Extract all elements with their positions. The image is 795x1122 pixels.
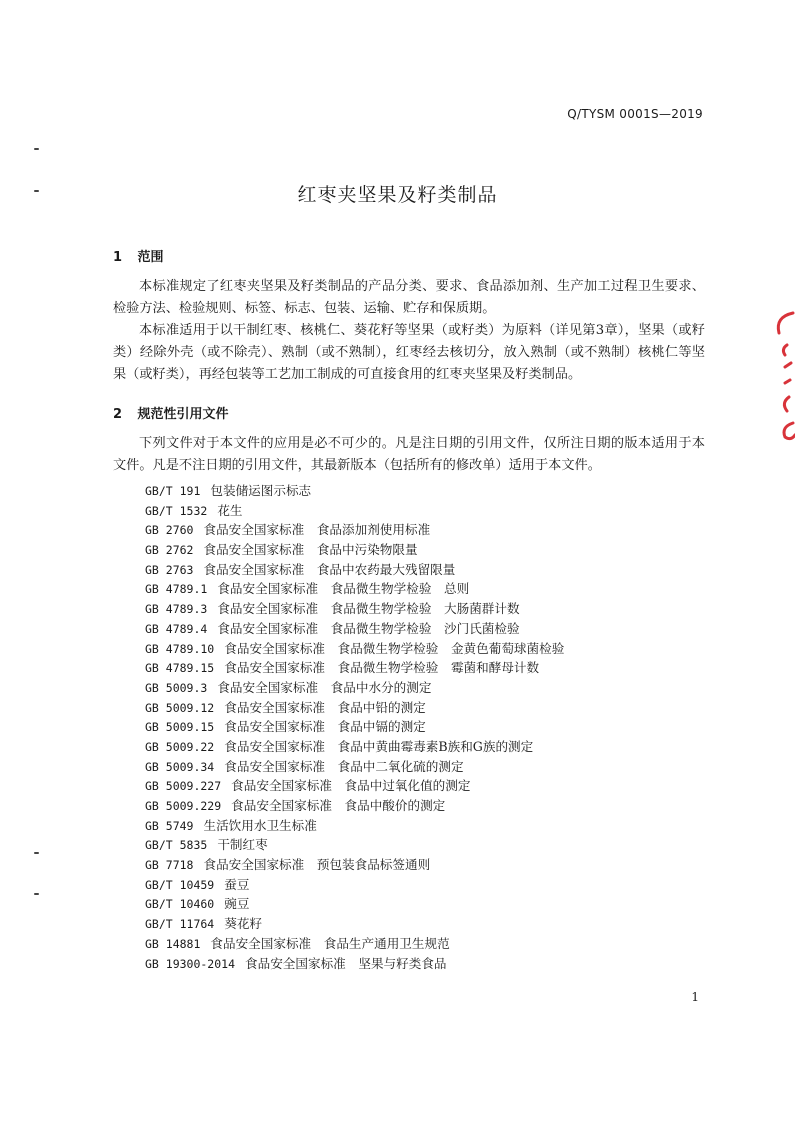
reference-title: 干制红枣	[217, 837, 268, 853]
reference-item	[145, 658, 564, 678]
reference-title: 食品安全国家标准 食品中污染物限量	[203, 542, 418, 558]
reference-code: GB/T 5835	[145, 838, 208, 853]
section-number: 2	[113, 407, 123, 422]
reference-title: 食品安全国家标准 食品中铅的测定	[224, 699, 426, 715]
reference-code: GB 5009.34	[145, 759, 215, 774]
red-seal-stamp	[765, 305, 795, 445]
reference-code: GB 5009.15	[145, 720, 215, 735]
reference-item	[145, 796, 564, 816]
reference-title: 食品安全国家标准 食品微生物学检验 金黄色葡萄球菌检验	[224, 640, 565, 656]
reference-title: 食品安全国家标准 食品中水分的测定	[217, 679, 432, 695]
reference-code: GB/T 11764	[145, 917, 215, 932]
reference-title: 食品安全国家标准 食品中二氧化硫的测定	[224, 758, 464, 774]
reference-code: GB 5009.3	[145, 680, 208, 695]
reference-title: 食品安全国家标准 食品添加剂使用标准	[203, 522, 431, 538]
reference-code: GB 5009.12	[145, 700, 215, 715]
reference-item	[145, 540, 564, 560]
reference-code: GB 4789.1	[145, 582, 208, 597]
reference-title: 食品安全国家标准 食品微生物学检验 总则	[217, 581, 470, 597]
reference-title: 包装储运图示标志	[210, 483, 312, 498]
reference-item	[145, 501, 564, 521]
reference-code: GB 7718	[145, 858, 194, 873]
scan-mark	[34, 893, 39, 895]
reference-title: 食品安全国家标准 食品中农药最大残留限量	[203, 561, 456, 577]
reference-code: GB 14881	[145, 936, 201, 951]
reference-list	[145, 481, 564, 973]
reference-item	[145, 835, 564, 855]
reference-item	[145, 639, 564, 659]
reference-code: GB 5009.227	[145, 779, 222, 794]
reference-code: GB 4789.3	[145, 602, 208, 617]
reference-item	[145, 560, 564, 580]
reference-item	[145, 855, 564, 875]
reference-item	[145, 481, 564, 501]
section-2-paragraph-1: 下列文件对于本文件的应用是必不可少的。凡是注日期的引用文件，仅所注日期的版本适用于本文件。凡是不注日期的引用文件，其最新版本（包括所有的修改单）适用于本文件。	[113, 436, 705, 473]
reference-item	[145, 914, 564, 934]
scan-mark	[34, 852, 39, 854]
reference-item	[145, 520, 564, 540]
standard-code: Q/TYSM 0001S—2019	[567, 107, 703, 121]
section-1-paragraph-2: 本标准适用于以干制红枣、核桃仁、葵花籽等坚果（或籽类）为原料（详见第3章），坚果（或籽类）经除外壳（或不除壳）、熟制（或不熟制），红枣经去核切分，放入熟制（或不熟制）核桃仁等坚果（或籽类），再经包装等工艺加工制成的可直接食用的红枣夹坚果及籽类制品。	[113, 323, 705, 382]
scan-mark	[34, 148, 39, 150]
reference-code: GB/T 191	[145, 484, 201, 498]
reference-item	[145, 894, 564, 914]
reference-title: 食品安全国家标准 坚果与籽类食品	[245, 955, 447, 971]
reference-item	[145, 579, 564, 599]
reference-item	[145, 816, 564, 836]
reference-title: 生活饮用水卫生标准	[203, 817, 317, 833]
reference-title: 食品安全国家标准 食品生产通用卫生规范	[210, 935, 450, 951]
reference-code: GB 5009.22	[145, 739, 215, 754]
reference-code: GB 5009.229	[145, 799, 222, 813]
section-1-heading	[113, 246, 164, 265]
reference-code: GB/T 10459	[145, 877, 215, 892]
reference-code: GB 4789.10	[145, 641, 215, 656]
reference-code: GB/T 10460	[145, 897, 215, 912]
reference-code: GB 4789.4	[145, 621, 208, 636]
reference-title: 食品安全国家标准 食品微生物学检验 大肠菌群计数	[217, 601, 520, 617]
reference-item	[145, 737, 564, 757]
reference-title: 食品安全国家标准 食品中酸价的测定	[231, 798, 446, 813]
reference-title: 豌豆	[224, 896, 250, 912]
reference-item	[145, 678, 564, 698]
reference-code: GB 2762	[145, 543, 194, 558]
reference-code: GB 4789.15	[145, 661, 215, 676]
reference-code: GB 2760	[145, 523, 194, 538]
reference-item	[145, 619, 564, 639]
reference-code: GB 19300-2014	[145, 956, 236, 971]
reference-title: 食品安全国家标准 食品微生物学检验 沙门氏菌检验	[217, 620, 520, 636]
reference-title: 食品安全国家标准 预包装食品标签通则	[203, 857, 431, 873]
reference-item	[145, 934, 564, 954]
reference-title: 蚕豆	[224, 876, 250, 892]
scan-mark	[34, 190, 39, 192]
reference-title: 食品安全国家标准 食品微生物学检验 霉菌和酵母计数	[224, 660, 540, 676]
reference-item	[145, 954, 564, 974]
reference-item	[145, 776, 564, 796]
reference-title: 葵花籽	[224, 916, 263, 932]
reference-item	[145, 875, 564, 895]
section-title: 规范性引用文件	[137, 407, 229, 422]
reference-title: 花生	[217, 502, 243, 518]
reference-title: 食品安全国家标准 食品中镉的测定	[224, 719, 426, 735]
reference-title: 食品安全国家标准 食品中过氧化值的测定	[231, 778, 471, 794]
reference-item	[145, 757, 564, 777]
section-number: 1	[113, 250, 123, 265]
reference-title: 食品安全国家标准 食品中黄曲霉毒素B族和G族的测定	[224, 738, 534, 754]
reference-item	[145, 599, 564, 619]
document-title: 红枣夹坚果及籽类制品	[297, 184, 498, 206]
section-title: 范围	[137, 250, 164, 265]
reference-item	[145, 717, 564, 737]
reference-code: GB 5749	[145, 818, 194, 833]
section-2-heading	[113, 403, 229, 422]
section-1-paragraph-1: 本标准规定了红枣夹坚果及籽类制品的产品分类、要求、食品添加剂、生产加工过程卫生要求、检验方法、检验规则、标签、标志、包装、运输、贮存和保质期。	[113, 279, 705, 316]
page-number: 1	[691, 990, 699, 1004]
reference-code: GB 2763	[145, 562, 194, 577]
reference-code: GB/T 1532	[145, 503, 208, 518]
reference-item	[145, 698, 564, 718]
